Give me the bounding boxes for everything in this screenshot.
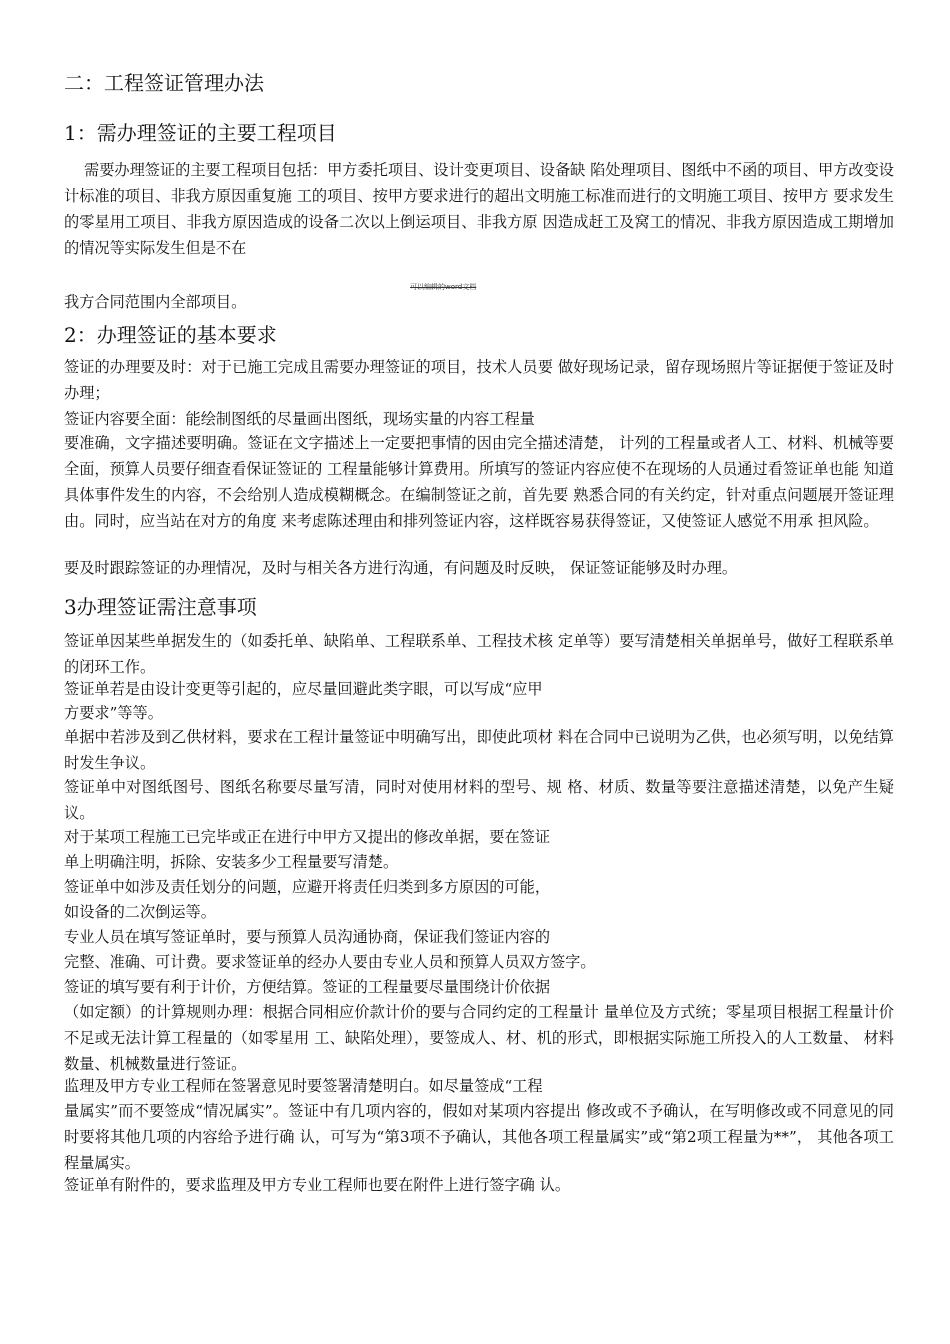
section-3-paragraph-3: 单据中若涉及到乙供材料，要求在工程计量签证中明确写出，即使此项材 料在合同中已说明为乙供，也必须写明，以免结算时发生争议。	[64, 728, 894, 772]
section-3-paragraph-7b: 完整、准确、可计费。要求签证单的经办人要由专业人员和预算人员双方签字。	[64, 953, 596, 971]
section-3-paragraph-4: 签证单中对图纸图号、图纸名称要尽量写清，同时对使用材料的型号、规 格、材质、数量等要注意描述清楚，以免产生疑议。	[64, 778, 894, 822]
section-3-paragraph-1: 签证单因某些单据发生的（如委托单、缺陷单、工程联系单、工程技术核 定单等）要写清楚相关单据单号，做好工程联系单的闭环工作。	[64, 632, 894, 676]
section-2-paragraph-3: 要准确，文字描述要明确。签证在文字描述上一定要把事情的因由完全描述清楚， 计列的工程量或者人工、材料、机械等要全面，预算人员要仔细查看保证签证的 工程量能够计算费用。所填写的签证内容应使不在现场的人员通过看签证单也能 知道具体事件发生的内容，不会给别人造成模糊概念。在编制签证之前，首先要 熟悉合同的有关约定，针对重点问题展开签证理由。同时，应当站在对方的角度 来考虑陈述理由和排列签证内容，这样既容易获得签证，又使签证人感觉不用承 担风险。	[64, 434, 894, 530]
section-3-paragraph-8b: （如定额）的计算规则办理：根据合同相应价款计价的要与合同约定的工程量计 量单位及方式统；零星项目根据工程量计价不足或无法计算工程量的（如零星用 工、缺陷处理），要签成人、材、机的形式，即根据实际施工所投入的人工数量、 材料数量、机械数量进行签证。	[64, 1003, 894, 1073]
section-3-paragraph-5a: 对于某项工程施工已完毕或正在进行中甲方又提出的修改单据，要在签证	[64, 828, 550, 846]
section-1-paragraph: 需要办理签证的主要工程项目包括：甲方委托项目、设计变更项目、设备缺 陷处理项目、图纸中不函的项目、甲方改变设计标准的项目、非我方原因重复施 工的项目、按甲方要求进行的超出文明施工标准而进行的文明施工项目、按甲方 要求发生的零星用工项目、非我方原因造成的设备二次以上倒运项目、非我方原 因造成赶工及窝工的情况、非我方原因造成工期增加的情况等实际发生但是不在	[64, 161, 894, 257]
document-title: 二：工程签证管理办法	[64, 71, 264, 95]
section-3-heading: 3办理签证需注意事项	[64, 595, 257, 619]
section-2-paragraph-1: 签证的办理要及时：对于已施工完成且需要办理签证的项目，技术人员要 做好现场记录，留存现场照片等证据便于签证及时办理；	[64, 358, 894, 402]
section-2-paragraph-4: 要及时跟踪签证的办理情况，及时与相关各方进行沟通，有问题及时反映， 保证签证能够及时办理。	[64, 559, 738, 577]
section-3-paragraph-7a: 专业人员在填写签证单时，要与预算人员沟通协商，保证我们签证内容的	[64, 928, 550, 946]
section-3-paragraph-10: 签证单有附件的，要求监理及甲方专业工程师也要在附件上进行签字确 认。	[64, 1176, 571, 1194]
section-2-heading: 2：办理签证的基本要求	[64, 323, 277, 347]
section-2-paragraph-2: 签证内容要全面：能绘制图纸的尽量画出图纸，现场实量的内容工程量	[64, 410, 535, 428]
section-3-paragraph-2a: 签证单若是由设计变更等引起的，应尽量回避此类字眼，可以写成“应甲	[64, 680, 543, 698]
watermark-text: 可以编辑的word文档	[410, 283, 477, 291]
section-3-paragraph-2b: 方要求”等等。	[64, 704, 163, 722]
section-3-paragraph-6b: 如设备的二次倒运等。	[64, 903, 216, 921]
section-3-paragraph-9a: 监理及甲方专业工程师在签署意见时要签署清楚明白。如尽量签成“工程	[64, 1077, 543, 1095]
section-1-heading: 1：需办理签证的主要工程项目	[64, 121, 337, 145]
section-3-paragraph-6a: 签证单中如涉及责任划分的问题，应避开将责任归类到多方原因的可能，	[64, 878, 550, 896]
section-3-paragraph-8a: 签证的填写要有利于计价，方便结算。签证的工程量要尽量围绕计价依据	[64, 978, 550, 996]
section-1-paragraph-end: 我方合同范围内全部项目。	[64, 293, 247, 311]
section-3-paragraph-5b: 单上明确注明，拆除、安装多少工程量要写清楚。	[64, 853, 399, 871]
section-3-paragraph-9b: 量属实”而不要签成“情况属实”。签证中有几项内容的，假如对某项内容提出 修改或不予确认，在写明修改或不同意见的同时要将其他几项的内容给予进行确 认，可写为“第3项不予确认，其他各项工程量属实”或“第2项工程量为**”， 其他各项工程量属实。	[64, 1102, 894, 1172]
